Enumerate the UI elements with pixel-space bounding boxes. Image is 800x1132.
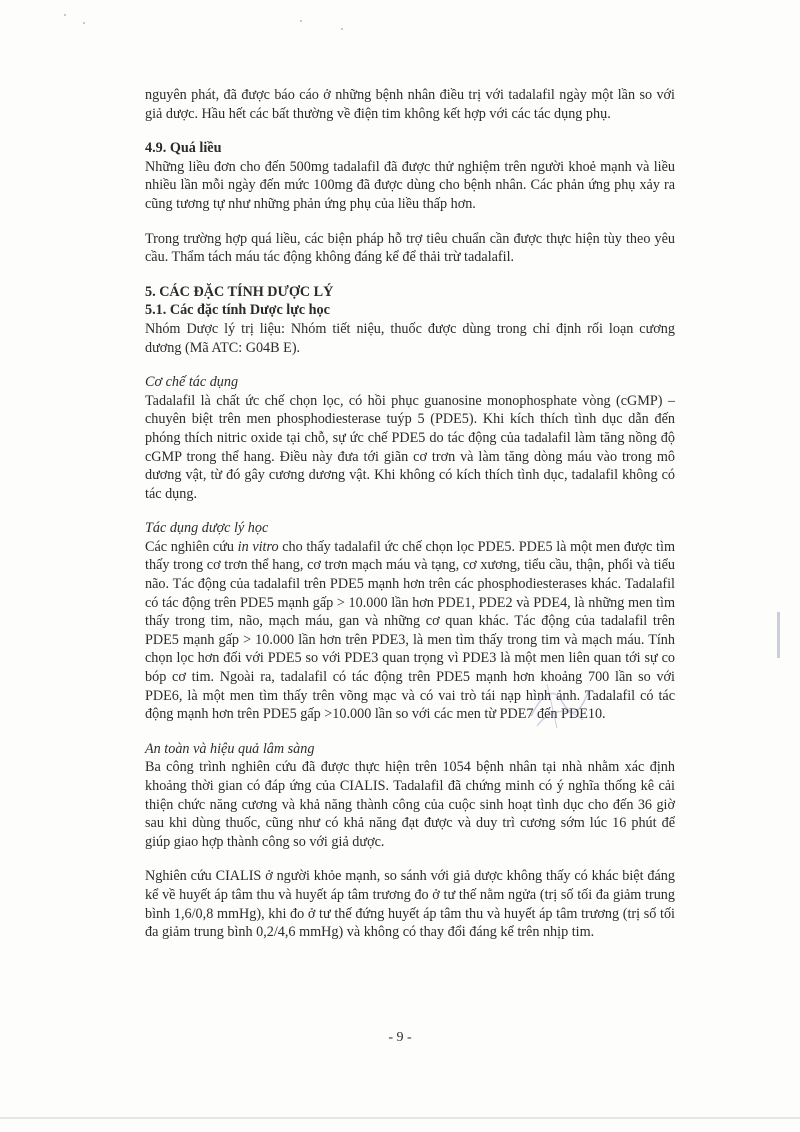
subheading-mechanism: Cơ chế tác dụng bbox=[145, 374, 239, 391]
scan-speck bbox=[341, 28, 343, 30]
paragraph-therapeutic-group: Nhóm Dược lý trị liệu: Nhóm tiết niệu, thuốc được dùng trong chỉ định rối loạn cương dương (Mã ATC: G04B E). bbox=[145, 320, 675, 356]
paragraph-continuation: nguyên phát, đã được báo cáo ở những bệnh nhân điều trị với tadalafil ngày một lần so với giả dược. Hầu hết các bất thường về điện tim không kết hợp với các tác dụng phụ. bbox=[145, 87, 675, 122]
text-run: cho thấy tadalafil ức chế chọn lọc PDE5. PDE5 là một men được tìm thấy trong cơ trơn thể hang, cơ trơn mạch máu và tạng, cơ xương, tiểu cầu, thận, phổi và tiểu não. Tác động của tadalafil trên PDE5 mạnh hơn trên các phosphodiesterases khác. Tadalafil có tác động trên PDE5 mạnh gấp > 10.000 lần hơn PDE1, PDE2 và PDE4, là những men tìm thấy trong tim, não, mạch máu, gan và những cơ quan khác. Tác động của tadalafil trên PDE5 mạnh gấp > 10.000 lần hơn trên PDE3, là men tìm thấy trong tim và mạch máu. Tính chọn lọc hơn đối với PDE5 so với PDE3 quan trọng vì PDE3 là một men liên quan tới sự co bóp cơ tim. Ngoài ra, tadalafil có tác động trên PDE5 mạnh hơn khoảng 700 lần so với PDE6, là một men tìm thấy trên võng mạc và có vai trò tái nạp hình ảnh. Tadalafil có tác động mạnh hơn trên PDE5 gấp >10.000 lần so với các men từ PDE7 đến PDE10. bbox=[145, 538, 675, 723]
paragraph-blood-pressure: Nghiên cứu CIALIS ở người khỏe mạnh, so sánh với giả dược không thấy có khác biệt đáng kể về huyết áp tâm thu và huyết áp tâm trương đo ở tư thế nằm ngửa (trị số tối đa giảm trung bình 1,6/0,8 mmHg), khi đo ở tư thế đứng huyết áp tâm thu và huyết áp tâm trương (trị số tối đa giảm trung bình 0,2/4,6 mmHg) và không có thay đổi đáng kể trên nhịp tim. bbox=[145, 868, 675, 941]
italic-term-in-vitro: in vitro bbox=[237, 538, 279, 555]
paragraph-overdose-treatment: Trong trường hợp quá liều, các biện pháp hỗ trợ tiêu chuẩn cần được thực hiện tùy theo yêu cầu. Thẩm tách máu tác động không đáng kể để thải trừ tadalafil. bbox=[145, 230, 675, 266]
section-heading-overdose: 4.9. Quá liều bbox=[145, 140, 222, 157]
scan-edge-line bbox=[0, 1117, 800, 1119]
document-body bbox=[145, 86, 675, 942]
page-number: - 9 - bbox=[388, 1030, 412, 1045]
scan-speck bbox=[300, 20, 302, 22]
scan-speck bbox=[64, 14, 66, 16]
scan-speck bbox=[83, 22, 85, 24]
subsection-heading-pharmacodynamics: 5.1. Các đặc tính Dược lực học bbox=[145, 302, 330, 319]
subheading-safety-efficacy: An toàn và hiệu quả lâm sàng bbox=[145, 740, 315, 757]
text-run: Các nghiên cứu bbox=[145, 538, 238, 555]
subheading-pharmacological-effects: Tác dụng dược lý học bbox=[145, 520, 269, 537]
paragraph-mechanism: Tadalafil là chất ức chế chọn lọc, có hồi phục guanosine monophosphate vòng (cGMP) – chuyên biệt trên men phosphodiesterase tuýp 5 (PDE5). Khi kích thích tình dục dẫn đến phóng thích nitric oxide tại chỗ, sự ức chế PDE5 do tác động của tadalafil làm tăng nồng độ cGMP trong thể hang. Điều này đưa tới giãn cơ trơn và làm tăng dòng máu vào trong mô dương vật, từ đó gây cương dương vật. Khi không có kích thích tình dục, tadalafil không có tác dụng. bbox=[145, 392, 675, 502]
paragraph-overdose-doses: Những liều đơn cho đến 500mg tadalafil đã được thử nghiệm trên người khoẻ mạnh và liều nhiều lần mỗi ngày đến mức 100mg đã được dùng cho bệnh nhân. Các phản ứng phụ xảy ra cũng tương tự như những phản ứng phụ của liều thấp hơn. bbox=[145, 158, 675, 212]
signature-stamp bbox=[527, 676, 597, 734]
paragraph-clinical-studies: Ba công trình nghiên cứu đã được thực hiện trên 1054 bệnh nhân tại nhà nhằm xác định khoảng thời gian có đáp ứng của CIALIS. Tadalafil đã chứng minh có ý nghĩa thống kê cải thiện chức năng cương và khả năng thành công của cuộc sinh hoạt tình dục cho đến 36 giờ sau khi dùng thuốc, cũng như có khả năng đạt được và duy trì cương sớm lúc 16 phút để giúp giao hợp thành công so với giả dược. bbox=[145, 759, 675, 850]
section-heading-pharmacology: 5. CÁC ĐẶC TÍNH DƯỢC LÝ bbox=[145, 283, 334, 300]
margin-mark bbox=[777, 612, 780, 658]
